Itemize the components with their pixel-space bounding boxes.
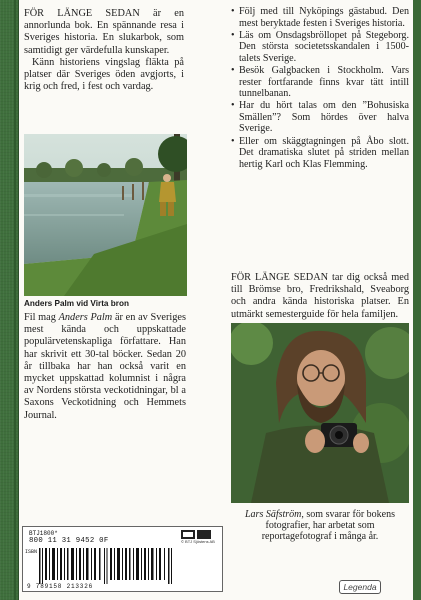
second-paragraph-text — [231, 272, 409, 321]
barcode-sticker — [22, 526, 223, 592]
barcode-copyright: © BTJ Sjöstens AB — [181, 539, 215, 544]
book-title-inline-2: FÖR LÄNGE SEDAN — [231, 272, 329, 283]
cover-edge — [413, 0, 421, 600]
list-item: • Följ med till Nyköpings gästabud. Den mest beryktade festen i Sveriges historia. — [231, 6, 409, 29]
spine-line — [14, 0, 16, 600]
intro-text — [24, 8, 184, 93]
second-paragraph — [231, 272, 409, 321]
list-item: • Har du hört talas om den ”Bohusiska Smällen”? Som hördes över halva Sverige. — [231, 100, 409, 135]
photographer-name: Lars Säfström — [245, 509, 302, 520]
photo-anders-palm — [24, 134, 187, 296]
author-bio — [24, 312, 186, 422]
highlight-list — [231, 6, 409, 170]
photo-caption-lars — [231, 509, 409, 543]
intro-p2-text: Känn historiens vingslag fläkta på platser där Sveriges öden avgjorts, i krig och fred, i fest och vardag. — [24, 56, 184, 93]
highlights — [231, 6, 409, 171]
publisher-logo: Legenda — [339, 580, 381, 594]
intro-paragraph-2 — [24, 57, 184, 94]
para2-rest: tar dig också med till Brömse bro, Fredrikshald, Sveaborg och andra kända historiska platser. En utmärkt semesterguide för hela familjen. — [231, 272, 409, 320]
bio-prefix: Fil mag — [24, 312, 59, 323]
photo-lars-safstrom — [231, 323, 409, 503]
author-name: Anders Palm — [58, 312, 113, 323]
barcode-digits: 9 789158 213326 — [27, 583, 94, 590]
bio-paragraph — [24, 312, 186, 422]
book-title-inline: FÖR LÄNGE SEDAN — [24, 8, 140, 19]
caption-lars-text — [231, 509, 409, 543]
barcode-number: 800 11 31 9452 0F — [29, 537, 109, 545]
barcode-code: BTJ1800* — [29, 530, 58, 537]
intro-p1-rest: är en annorlunda bok. En spännande resa i Sveriges historia. En slukarbok, som samtidigt ger värdefulla kunskaper. — [24, 8, 184, 56]
list-item: • Besök Galgbacken i Stockholm. Vars rester fortfarande finns kvar tätt intill tunnelbanan. — [231, 65, 409, 100]
list-item: • Läs om Onsdagsbröllopet på Stegeborg. Den största societetsskandalen i 1500-talets Sverige. — [231, 30, 409, 65]
photo-caption-anders: Anders Palm vid Virta bron — [24, 299, 129, 308]
caption-lars-rest: , som svarar för bokens fotografier, har arbetat som reportagefotograf i många år. — [261, 509, 395, 543]
list-item: • Eller om skäggtagningen på Åbo slott. Det dramatiska slutet på striden mellan hertig Karl och Klas Flemming. — [231, 136, 409, 171]
intro-paragraph-1 — [24, 8, 184, 57]
barcode-bars — [39, 548, 173, 584]
isbn-label: ISBN — [25, 549, 38, 555]
bio-rest: är en av Sveriges mest kända och uppskattade populärvetenskapliga författare. Han har skrivit ett 30-tal böcker. Sedan 20 år tillbaka har han också varit en mycket uppskattad kolumnist i några av Nordens största veckotidningar, bl a Saxons Veckotidning och Hemmets Journal. — [24, 312, 186, 421]
